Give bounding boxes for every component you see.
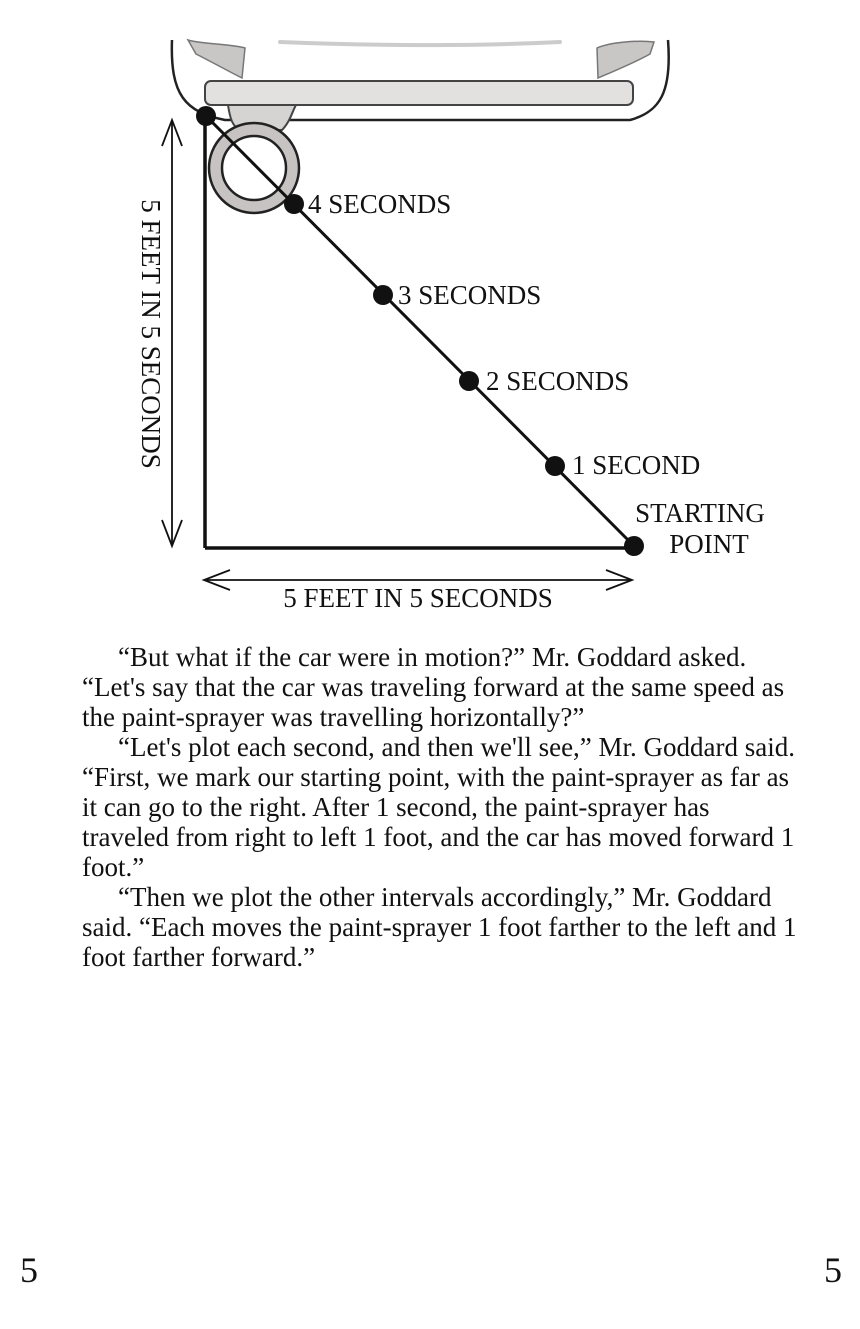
starting-point-label-line2: POINT (669, 529, 749, 559)
point-1-second (545, 456, 565, 476)
story-paragraph: “Then we plot the other intervals accordingly,” Mr. Goddard said. “Each moves the paint-sprayer 1 foot farther to the left and 1 foot farther forward.” (82, 882, 797, 972)
end-point (196, 106, 216, 126)
label-3-seconds: 3 SECONDS (398, 280, 542, 310)
story-paragraph: “Let's plot each second, and then we'll see,” Mr. Goddard said. “First, we mark our starting point, with the paint-sprayer as far as it can go to the right. After 1 second, the paint-sprayer has traveled from right to left 1 foot, and the car has moved forward 1 foot.” (82, 732, 796, 882)
label-2-seconds: 2 SECONDS (486, 366, 630, 396)
motion-triangle (205, 115, 634, 548)
car-illustration (172, 40, 669, 213)
page-number-left: 5 (20, 1250, 38, 1290)
story-text (82, 642, 802, 972)
label-4-seconds: 4 SECONDS (308, 189, 452, 219)
label-1-second: 1 SECOND (572, 450, 701, 480)
horizontal-dimension-label: 5 FEET IN 5 SECONDS (283, 583, 553, 613)
point-3-seconds (373, 285, 393, 305)
page-number-right: 5 (824, 1250, 842, 1290)
starting-point-label-line1: STARTING (635, 498, 765, 528)
vertical-dimension-label: 5 FEET IN 5 SECONDS (136, 199, 166, 469)
story-paragraph: “But what if the car were in motion?” Mr. Goddard asked. “Let's say that the car was traveling forward at the same speed as the paint-sprayer was travelling horizontally?” (82, 642, 785, 732)
point-2-seconds (459, 371, 479, 391)
paint-sprayer-diagram (0, 0, 860, 640)
starting-point (624, 536, 644, 556)
point-4-seconds (284, 194, 304, 214)
